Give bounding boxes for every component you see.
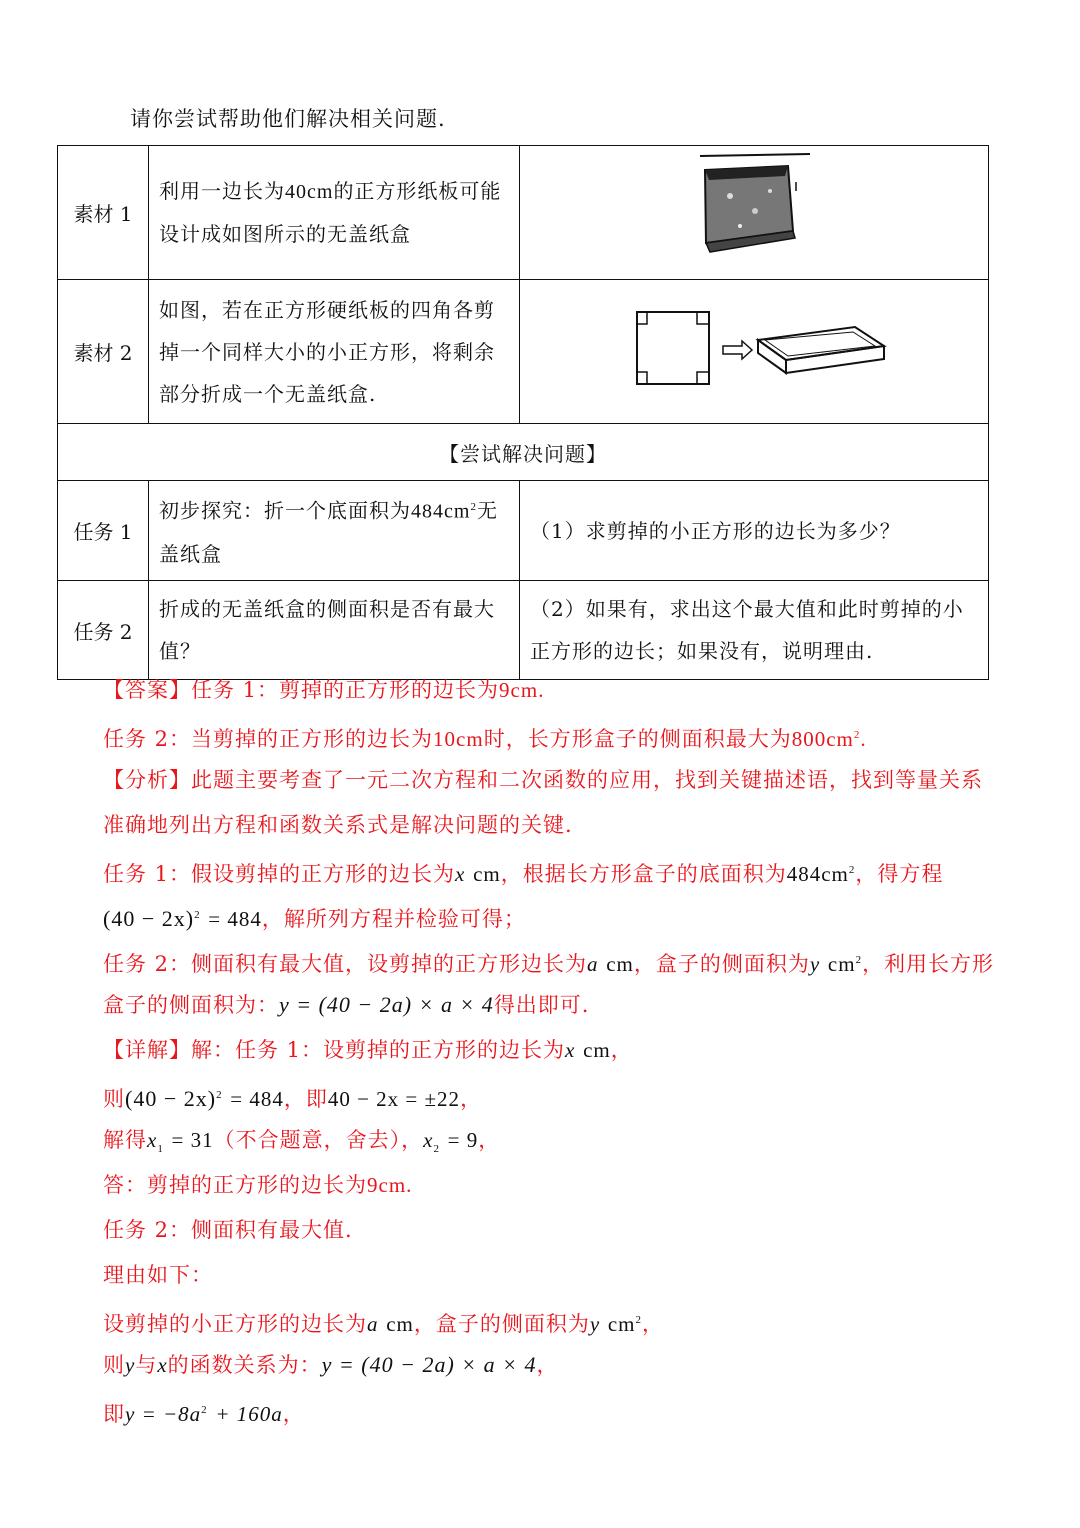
row-label <box>58 146 149 280</box>
table-row <box>58 424 989 481</box>
row-text-cell <box>149 481 520 581</box>
analysis-line: $(40 - 2x)^2 = 484$，解所列方程并检验可得； <box>103 906 526 931</box>
row-label <box>58 481 149 581</box>
detail-line: 则$(40 - 2x)^2 = 484$，即40 − 2x = ±22， <box>103 1086 483 1111</box>
table-row <box>58 146 989 280</box>
analysis-line: 准确地列出方程和函数关系式是解决问题的关键. <box>103 813 573 837</box>
row-label-text: 任务 1 <box>73 520 133 544</box>
section-header: 【尝试解决问题】 <box>58 424 989 481</box>
analysis-line: 任务 2：侧面积有最大值，设剪掉的正方形边长为a cm，盒子的侧面积为y $cm^2$，利用长方形 <box>103 952 995 976</box>
row-text: 利用一边长为40cm的正方形纸板可能设计成如图所示的无盖纸盒 <box>159 179 502 246</box>
table-row <box>58 280 989 424</box>
detail-line: 则y与x的函数关系为：y = (40 − 2a) × a × 4， <box>103 1352 559 1377</box>
answer-line: 【答案】任务 1：剪掉的正方形的边长为9cm. <box>103 678 545 702</box>
detail-line: 答：剪掉的正方形的边长为9cm. <box>103 1173 413 1197</box>
question-cell <box>520 481 989 581</box>
row-text-cell <box>149 581 520 680</box>
row-label-text: 任务 2 <box>73 619 133 644</box>
detail-line: 即$y = -8a^2 + 160a$， <box>103 1402 305 1426</box>
row-text-cell <box>149 146 520 280</box>
box-illustration <box>520 146 980 274</box>
question-cell <box>520 581 989 680</box>
detail-line: 【详解】解：任务 1：设剪掉的正方形的边长为x cm， <box>103 1038 633 1062</box>
detail-line: 设剪掉的小正方形的边长为a cm，盒子的侧面积为y $cm^2$， <box>103 1312 665 1336</box>
row-label-text: 素材 2 <box>73 341 133 365</box>
row-text: 初步探究：折一个底面积为$484cm^2$无盖纸盒 <box>159 498 498 566</box>
row-label <box>58 581 149 680</box>
question-text: （2）如果有，求出这个最大值和此时剪掉的小正方形的边长；如果没有，说明理由. <box>530 597 964 663</box>
box-image-cell <box>520 146 989 280</box>
answer-section <box>103 680 1003 1445</box>
analysis-line: 任务 1：假设剪掉的正方形的边长为x cm，根据长方形盒子的底面积为$484cm^2$，得方程 <box>103 862 944 886</box>
row-text-cell <box>149 280 520 424</box>
analysis-line: 盒子的侧面积为：y = (40 − 2a) × a × 4得出即可. <box>103 992 590 1017</box>
row-label-text: 素材 1 <box>73 202 133 226</box>
row-label <box>58 280 149 424</box>
question-text: （1）求剪掉的小正方形的边长为多少？ <box>530 518 901 543</box>
answer-line: 任务 2：当剪掉的正方形的边长为10cm时，长方形盒子的侧面积最大为$800cm^2$. <box>103 727 867 751</box>
detail-line: 解得$x_1 = 31$（不合题意，舍去），$x_2 = 9$， <box>103 1128 501 1156</box>
materials-table <box>57 145 989 680</box>
detail-line: 任务 2：侧面积有最大值. <box>103 1218 353 1242</box>
row-text: 如图，若在正方形硬纸板的四角各剪掉一个同样大小的小正方形，将剩余部分折成一个无盖纸盒. <box>159 297 495 406</box>
fold-diagram <box>520 280 980 418</box>
detail-line: 理由如下： <box>103 1263 213 1287</box>
table-row <box>58 481 989 581</box>
intro-text: 请你尝试帮助他们解决相关问题. <box>130 107 446 131</box>
row-text: 折成的无盖纸盒的侧面积是否有最大值？ <box>159 597 495 663</box>
analysis-line: 【分析】此题主要考查了一元二次方程和二次函数的应用，找到关键描述语，找到等量关系 <box>103 768 983 792</box>
table-row <box>58 581 989 680</box>
fold-diagram-cell <box>520 280 989 424</box>
